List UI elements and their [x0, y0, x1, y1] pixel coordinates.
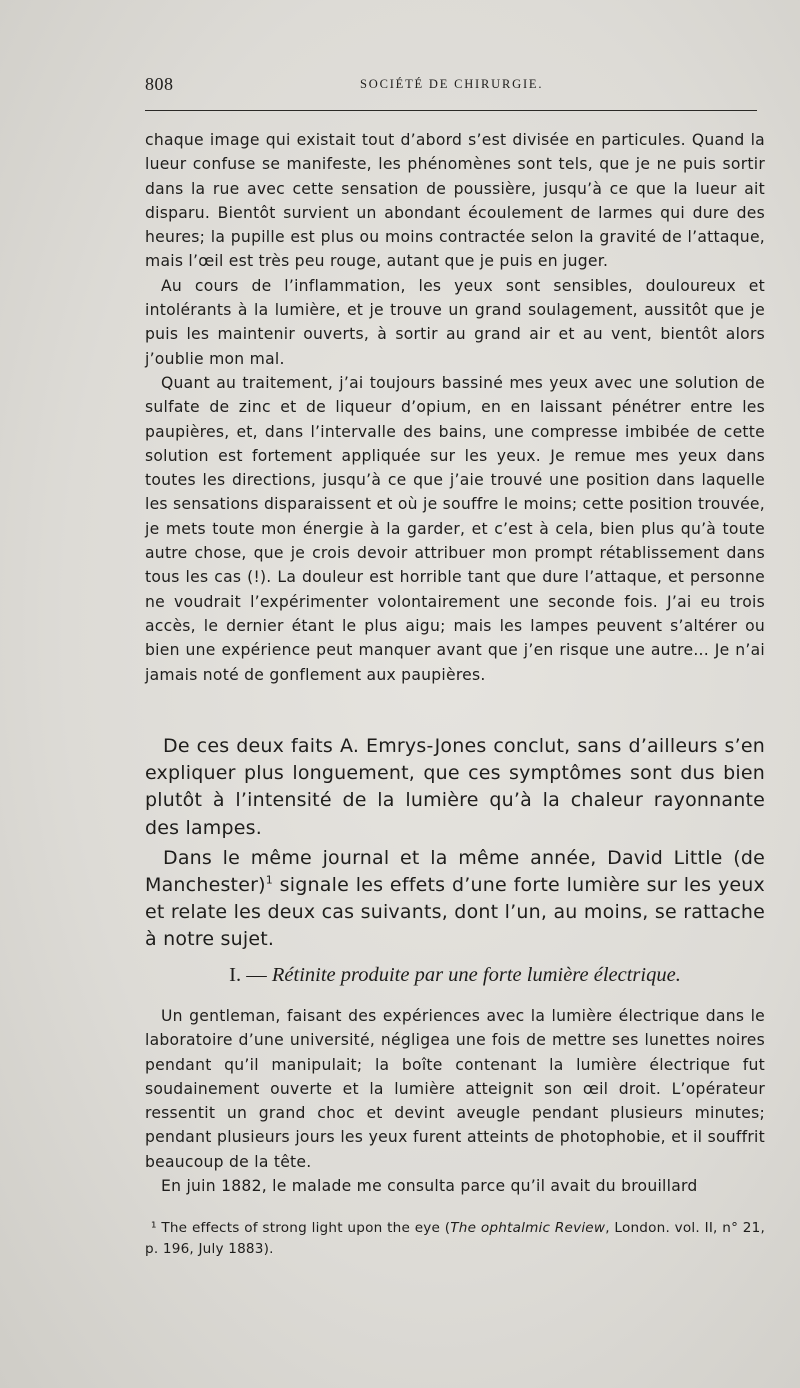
paragraph: De ces deux faits A. Emrys-Jones conclut, sans d’ailleurs s’en expliquer plus longuement, que ces symptômes sont dus bien plutôt à l’intensité de la lumière qu’à la chaleur rayonnante des lampes.	[145, 735, 765, 839]
section-title: Rétinite produite par une forte lumière électrique.	[271, 964, 681, 986]
journal-title: The ophtalmic Review	[450, 1220, 606, 1236]
footnote-part: The effects of strong light upon the eye (	[156, 1220, 451, 1236]
section-number: I. —	[229, 964, 272, 986]
paragraph: Un gentleman, faisant des expériences avec la lumière électrique dans le laboratoire d’une université, négligea une fois de mettre ses lunettes noires pendant qu’il manipulait; la boîte contenant la lumière électrique fut soudainement ouverte et la lumière atteignit son œil droit. L’opérateur ressentit un grand choc et devint aveugle pendant plusieurs minutes; pendant plusieurs jours les yeux furent atteints de photophobie, et il souffrit beaucoup de la tête.	[145, 1007, 765, 1171]
commentary	[145, 733, 765, 957]
paragraph: En juin 1882, le malade me consulta parce qu’il avait du brouillard	[161, 1177, 698, 1196]
footnote-part: , London. vol. II, n° 21, p. 196, July 1883).	[145, 1220, 765, 1257]
paragraph	[145, 845, 765, 954]
quoted-testimony	[145, 128, 765, 687]
case-description	[145, 1004, 765, 1198]
footnote-mark: ¹	[151, 1220, 157, 1236]
header-rule	[145, 110, 757, 111]
paragraph-text: Dans le même journal et la même année, David Little (de Manchester)	[145, 846, 765, 897]
footnote-text	[145, 1218, 765, 1260]
paragraph: Quant au traitement, j’ai toujours bassiné mes yeux avec une solution de sulfate de zinc et de liqueur d’opium, en en laissant pénétrer entre les paupières, et, dans l’intervalle des bains, une compresse imbibée de cette solution est fortement appliquée sur les yeux. Je remue mes yeux dans toutes les directions, jusqu’à ce que j’aie trouvé une position dans laquelle les sensations disparaissent et où je souffre le moins; cette position trouvée, je mets toute mon énergie à la garder, et c’est à cela, bien plus qu’à toute autre chose, que je crois devoir attribuer mon prompt rétablissement dans tous les cas (!). La douleur est horrible tant que dure l’attaque, et personne ne voudrait l’expérimenter volontairement une seconde fois. J’ai eu trois accès, le dernier étant le plus aigu; mais les lampes peuvent s’altérer ou bien une expérience peut manquer avant que j’en risque une autre... Je n’ai jamais noté de gonflement aux paupières.	[145, 373, 765, 684]
paragraph: chaque image qui existait tout d’abord s’est divisée en particules. Quand la lueur confuse se manifeste, les phénomènes sont tels, que je ne puis sortir dans la rue avec cette sensation de poussière, jusqu’à ce que la lueur ait disparu. Bientôt survient un abondant écoulement de larmes qui dure des heures; la pupille est plus ou moins contractée selon la gravité de l’attaque, mais l’œil est très peu rouge, autant que je puis en juger.	[145, 131, 765, 271]
footnote	[145, 1218, 765, 1260]
running-head: SOCIÉTÉ DE CHIRURGIE.	[360, 77, 544, 91]
paragraph-text: signale les effets d’une forte lumière sur les yeux et relate les deux cas suivants, dont l’un, au moins, se rattache à notre sujet.	[145, 874, 765, 951]
page-number: 808	[145, 74, 174, 94]
page-header	[145, 74, 757, 98]
footnote-reference: 1	[265, 873, 273, 887]
paragraph: Au cours de l’inflammation, les yeux sont sensibles, douloureux et intolérants à la lumière, et je trouve un grand soulagement, aussitôt que je puis les maintenir ouverts, à sortir au grand air et au vent, bientôt alors j’oublie mon mal.	[145, 276, 765, 368]
section-heading	[145, 964, 765, 987]
